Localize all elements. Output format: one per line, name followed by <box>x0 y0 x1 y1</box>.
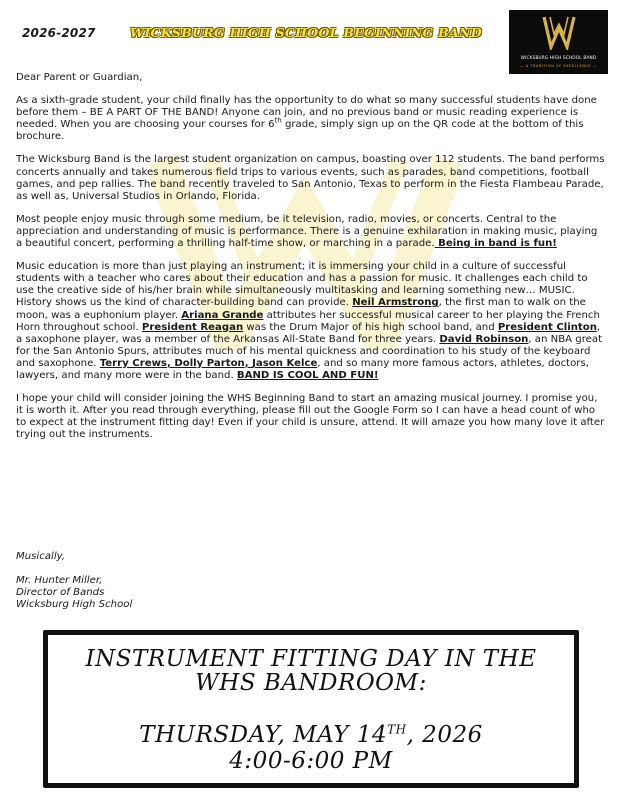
paragraph-band-info: The Wicksburg Band is the largest student organization on campus, boasting over 112 students. The band performs concerts annually and takes numerous field trips to various events, such as parades, band competitions, football games, and pep rallies. The band recently traveled to San Antonio, Texas to perform in the Fiesta Flambeau Parade, as well as, Universal Studios in Orlando, Florida. <box>16 154 605 202</box>
school-year: 2026-2027 <box>22 26 96 40</box>
text-segment: attributes her successful musical career to her playing the French Horn throughout school. <box>16 309 600 333</box>
paragraph-performance-text: Most people enjoy music through some medium, be it television, radio, movies, or concerts. Central to the appreciation and understanding of music is performance. There is a genuine exhilaration in making music, playing a beautiful concert, performing a thrilling half-time show, or marching in a parade. <box>16 213 598 250</box>
paragraph-invitation: I hope your child will consider joining the WHS Beginning Band to start an amazing musical journey. I promise you, it is worth it. After you read through everything, please fill out the Google Form so I can have a head count of who to expect at the instrument fitting day! Even if your child is unsure, attend. It will amaze you how many love it after trying out the instruments. <box>16 393 605 441</box>
band-title: WICKSBURG HIGH SCHOOL BEGINNING BAND <box>130 25 482 40</box>
letter-body <box>16 72 606 452</box>
text-segment: , an NBA great for the San Antonio Spurs, attributes much of his mental quickness and coordination to his study of the keyboard and saxophone. <box>16 333 603 369</box>
text-segment: , <box>166 357 175 369</box>
text-segment: , and so many more famous actors, athletes, doctors, lawyers, and many more were in the band. <box>16 357 589 381</box>
paragraph-intro-text-end: grade, simply sign up on the QR code at the bottom of this brochure. <box>16 119 584 143</box>
band-is-fun-emphasis: Being in band is fun! <box>434 238 557 250</box>
famous-name: Terry Crews <box>99 357 167 369</box>
paragraph-music-education <box>16 261 606 382</box>
signature-role: Director of Bands <box>16 587 105 599</box>
fitting-day-year: , 2026 <box>406 722 483 748</box>
text-segment: was the Drum Major of his high school band, and <box>243 321 498 333</box>
fitting-day-date <box>48 723 574 747</box>
famous-name: President Reagan <box>141 321 244 333</box>
page-header <box>0 0 620 70</box>
fitting-day-title-line2: WHS BANDROOM: <box>195 670 427 696</box>
date-superscript: TH <box>387 722 407 737</box>
superscript-th: th <box>274 116 282 125</box>
famous-name: Neil Armstrong <box>352 297 439 309</box>
text-segment: Music education is more than just playing an instrument; it is immersing your child in a culture of successful students with a teacher who cares about their education and has a passion for music. It challenges each child to use the creative side of his/her brain while simultaneously multitasking and learning something new… MUSIC. History shows us the kind of character-building band can provide. <box>16 261 588 309</box>
famous-name: Ariana Grande <box>181 309 264 321</box>
signature-name: Mr. Hunter Miller, <box>16 575 103 586</box>
text-segment: , <box>244 357 253 369</box>
paragraph-intro <box>16 95 606 143</box>
paragraph-performance <box>16 214 606 250</box>
famous-name: Dolly Parton <box>174 357 245 369</box>
fitting-day-title-line1: INSTRUMENT FITTING DAY IN THE <box>85 646 537 672</box>
fitting-day-time: 4:00-6:00 PM <box>229 748 393 774</box>
fitting-day-box <box>43 630 579 788</box>
band-is-cool-emphasis: BAND IS COOL AND FUN! <box>236 369 379 381</box>
signature-school: Wicksburg High School <box>16 599 133 611</box>
logo-tagline: — A TRADITION OF EXCELLENCE — <box>520 64 597 68</box>
closing: Musically, <box>16 551 66 562</box>
w-chevron-logo-icon <box>542 14 576 50</box>
paragraph-intro-text: As a sixth-grade student, your child finally has the opportunity to do what so many successful students have done before them – BE A PART OF THE BAND! Anyone can join, and no previous band or music reading experience is needed. When you are choosing your courses for 6 <box>16 95 597 131</box>
famous-name: President Clinton <box>497 321 597 333</box>
text-segment: , the first man to walk on the moon, was a euphonium player. <box>16 297 586 321</box>
fitting-day-date-text: THURSDAY, MAY 14 <box>139 722 388 748</box>
famous-name: Jason Kelce <box>252 357 318 369</box>
band-logo <box>509 10 608 74</box>
greeting: Dear Parent or Guardian, <box>16 72 143 83</box>
text-segment: , a saxophone player, was a member of the Arkansas All-State Band for three years. <box>16 321 601 345</box>
famous-name: David Robinson <box>439 333 529 345</box>
logo-name: WICKSBURG HIGH SCHOOL BAND <box>520 55 597 60</box>
signature-block <box>16 575 132 611</box>
